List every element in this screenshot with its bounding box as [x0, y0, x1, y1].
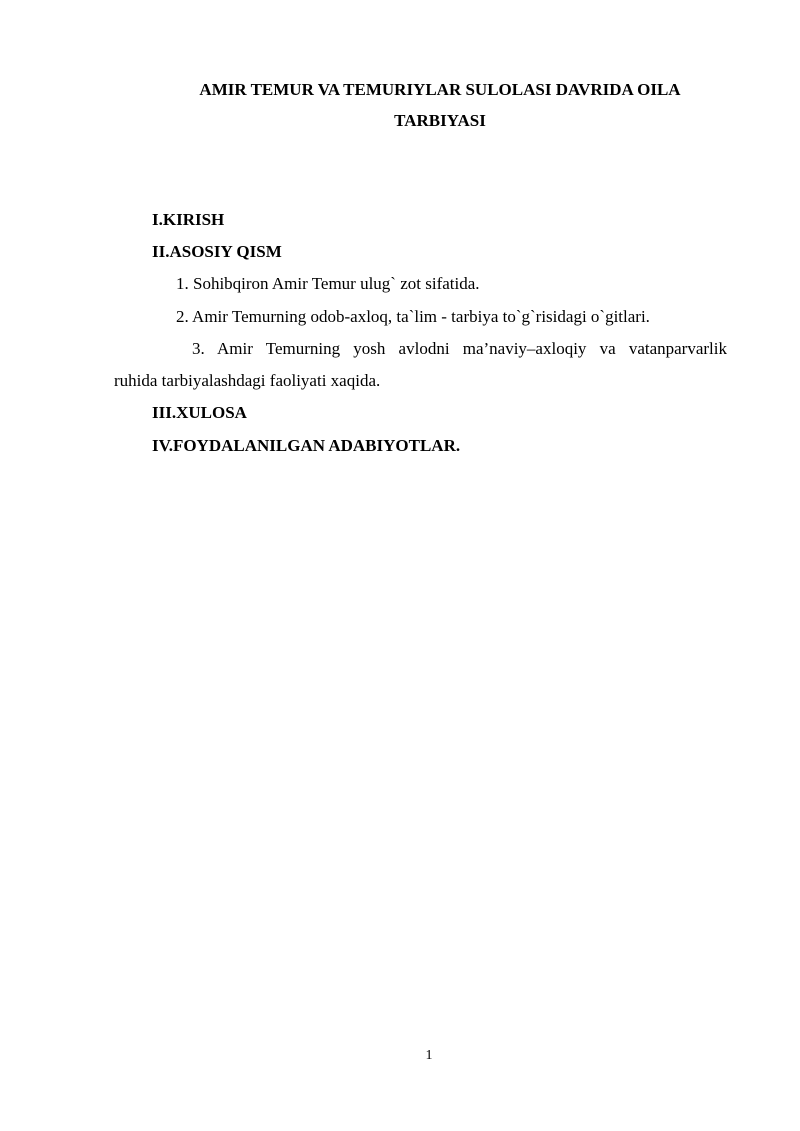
outline-section-xulosa: III.XULOSA: [152, 403, 247, 422]
outline-section-kirish: I.KIRISH: [152, 210, 225, 229]
document-title-line-2: TARBIYASI: [394, 111, 486, 130]
outline-subitem-2: 2. Amir Temurning odob-axloq, ta`lim - tarbiya to`g`risidagi o`gitlari.: [176, 307, 650, 326]
outline-section-foydalanilgan-adabiyotlar: IV.FOYDALANILGAN ADABIYOTLAR.: [152, 436, 461, 455]
page-number: 1: [425, 1048, 433, 1063]
outline-subitem-1: 1. Sohibqiron Amir Temur ulug` zot sifatida.: [176, 274, 480, 293]
outline-subitem-3-line-2: ruhida tarbiyalashdagi faoliyati xaqida.: [114, 371, 381, 390]
document-title-line-1: AMIR TEMUR VA TEMURIYLAR SULOLASI DAVRIDA OILA: [199, 80, 681, 99]
outline-section-asosiy-qism: II.ASOSIY QISM: [152, 242, 282, 261]
outline-subitem-3-line-1: 3. Amir Temurning yosh avlodni ma’naviy–axloqiy va vatanparvarlik: [192, 339, 727, 358]
